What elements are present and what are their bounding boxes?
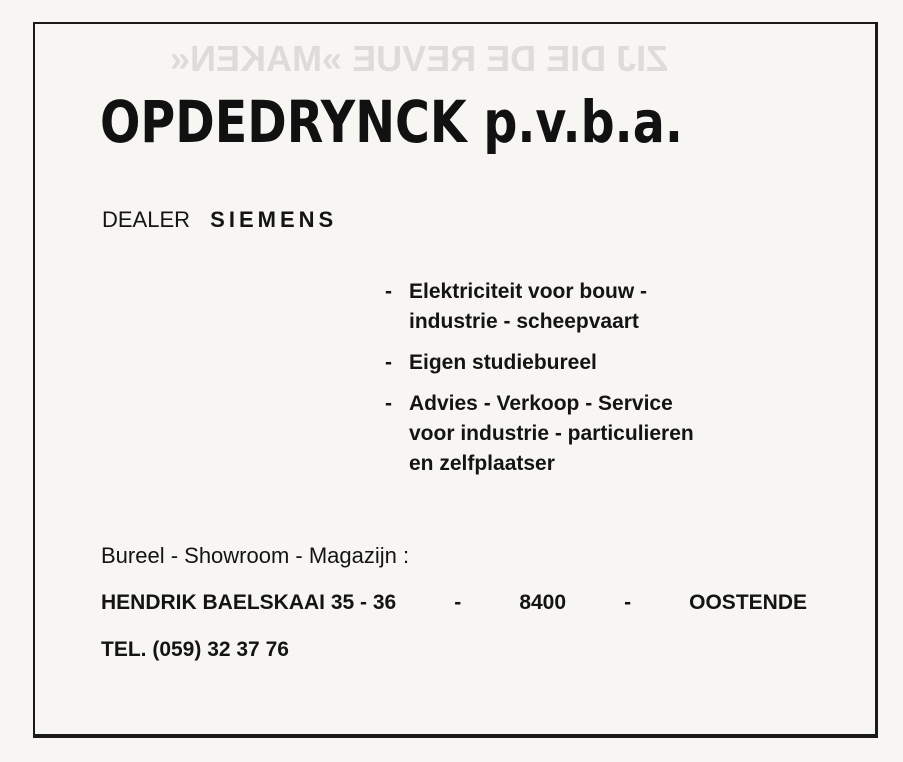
- services-list: [385, 277, 694, 490]
- address-postcode: 8400: [519, 591, 567, 614]
- dealer-brand: SIEMENS: [210, 207, 338, 232]
- dealer-line: [102, 207, 337, 233]
- service-dash: -: [385, 392, 392, 415]
- address-label: Bureel - Showroom - Magazijn :: [101, 543, 410, 568]
- service-line: voor industrie - particulieren: [409, 422, 694, 445]
- bleed-through-text: ZIJ DIE DE REVUE »MAKEN«: [170, 38, 669, 79]
- dealer-label: DEALER: [102, 207, 191, 232]
- address-city: OOSTENDE: [689, 591, 807, 614]
- service-item: [385, 277, 694, 337]
- address-separator: -: [624, 591, 632, 614]
- service-line: Eigen studiebureel: [409, 351, 597, 374]
- service-dash: -: [385, 280, 392, 303]
- company-name: OPDEDRYNCK p.v.b.a.: [100, 88, 683, 156]
- service-line: Elektriciteit voor bouw -: [409, 280, 648, 303]
- service-line: Advies - Verkoop - Service: [409, 392, 673, 415]
- telephone: TEL. (059) 32 37 76: [101, 638, 289, 661]
- service-item: [385, 389, 694, 479]
- service-line: en zelfplaatser: [409, 452, 555, 475]
- service-dash: -: [385, 351, 392, 374]
- service-item: [385, 348, 694, 378]
- service-line: industrie - scheepvaart: [409, 310, 639, 333]
- address-street: HENDRIK BAELSKAAI 35 - 36: [101, 591, 397, 614]
- address-separator: -: [454, 591, 462, 614]
- address-line: [101, 591, 807, 615]
